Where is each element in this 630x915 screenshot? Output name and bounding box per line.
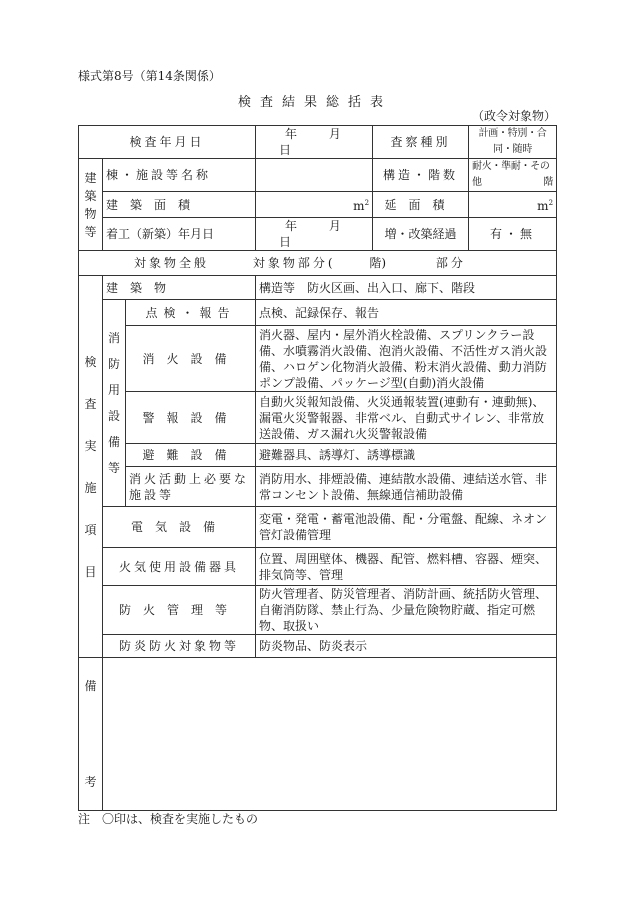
item-row — [79, 586, 557, 635]
scope-all[interactable]: 対象物全般 — [134, 256, 210, 270]
item-label: 火気使用設備器具 — [103, 548, 256, 586]
items-group-text: 検査実施項目 — [84, 354, 97, 579]
construction-day: 日 — [279, 235, 292, 249]
construction-date-label: 着工（新築）年月日 — [103, 218, 256, 251]
structure-label: 構造・階数 — [373, 159, 469, 192]
inspection-date-field[interactable] — [256, 126, 373, 159]
row-construction-date — [79, 218, 557, 251]
floor-area-unit: m — [537, 199, 549, 213]
inspection-date-label: 検査年月日 — [79, 126, 256, 159]
item-detail: 消防用水、排煙設備、連結散水設備、連結送水管、非常コンセント設備、無線通信補助設備 — [256, 467, 557, 507]
item-label: 防火管理等 — [103, 586, 256, 635]
item-label: 電気設備 — [103, 507, 256, 548]
item-label: 避難設備 — [126, 444, 256, 467]
item-row — [79, 392, 557, 444]
area-unit-sup: 2 — [364, 199, 370, 207]
item-detail: 変電・発電・蓄電池設備、配・分電盤、配線、ネオン管灯設備管理 — [256, 507, 557, 548]
renovation-label: 増・改築経過 — [373, 218, 469, 251]
item-label: 消火活動上必要な施設等 — [126, 467, 256, 507]
item-label: 防炎防火対象物等 — [103, 635, 256, 658]
footer-note: 注 〇印は、検査を実施したもの — [78, 812, 259, 826]
item-row — [79, 507, 557, 548]
row-building-area — [79, 192, 557, 218]
area-label: 建築面積 — [103, 192, 256, 218]
scope-floor: 階) — [369, 256, 387, 270]
scope-section: 部分 — [435, 256, 466, 270]
item-row — [79, 548, 557, 586]
construction-date-field[interactable] — [256, 218, 373, 251]
remarks-field[interactable] — [103, 658, 557, 811]
item-detail: 構造等 防火区画、出入口、廊下、階段 — [256, 276, 557, 300]
date-year: 年 — [285, 127, 298, 141]
construction-month: 月 — [328, 219, 341, 233]
row-building-name — [79, 159, 557, 192]
remarks-label — [79, 658, 103, 811]
area-unit: m — [353, 199, 365, 213]
inspection-type-options[interactable]: 計画・特別・合同・随時 — [469, 126, 557, 159]
building-name-label: 棟・施設等名称 — [103, 159, 256, 192]
item-label: 点検・報告 — [126, 300, 256, 326]
item-detail: 位置、周囲壁体、機器、配管、燃料槽、容器、煙突、排気筒等、管理 — [256, 548, 557, 586]
building-group-label — [79, 159, 103, 251]
item-detail: 避難器具、誘導灯、誘導標識 — [256, 444, 557, 467]
floor-area-field[interactable] — [469, 192, 557, 218]
fire-equipment-group-label — [103, 300, 126, 507]
floor-area-label: 延面積 — [373, 192, 469, 218]
page-title: 検査結果総括表 — [237, 95, 392, 110]
floor-area-unit-sup: 2 — [548, 199, 554, 207]
fire-equipment-text: 消防用設備等 — [108, 331, 121, 475]
renovation-options[interactable]: 有・無 — [469, 218, 557, 251]
form-number: 様式第8号（第14条関係） — [78, 69, 221, 83]
inspection-summary-table — [78, 125, 557, 811]
inspection-type-label: 査察種別 — [373, 126, 469, 159]
page-subtitle: （政令対象物） — [471, 109, 556, 123]
row-remarks — [79, 658, 557, 811]
structure-floor: 階 — [543, 177, 554, 188]
date-day: 日 — [279, 143, 292, 157]
structure-value: 耐火・準耐・その他 — [472, 161, 550, 188]
items-group-label — [79, 276, 103, 658]
remarks-label-bottom: 考 — [84, 775, 97, 789]
item-row — [79, 326, 557, 392]
item-label: 警報設備 — [126, 392, 256, 444]
item-detail: 防火管理者、防災管理者、消防計画、統括防火管理、自衛消防隊、禁止行為、少量危険物貯蔵、指定可燃物、取扱い — [256, 586, 557, 635]
construction-year: 年 — [285, 219, 298, 233]
item-label: 建築物 — [103, 276, 256, 300]
item-row — [79, 635, 557, 658]
scope-cell — [79, 251, 557, 276]
item-row — [79, 444, 557, 467]
row-scope — [79, 251, 557, 276]
item-row — [79, 300, 557, 326]
structure-options[interactable] — [469, 159, 557, 192]
building-name-field[interactable] — [256, 159, 373, 192]
row-inspection-date — [79, 126, 557, 159]
remarks-label-top: 備 — [84, 679, 97, 693]
area-field[interactable] — [256, 192, 373, 218]
building-label-text: 建築物等 — [84, 170, 97, 239]
scope-part[interactable]: 対象物部分( — [252, 256, 336, 270]
item-label: 消火設備 — [126, 326, 256, 392]
item-detail: 自動火災報知設備、火災通報装置(連動有・連動無)、漏電火災警報器、非常ベル、自動式サイレン、非常放送設備、ガス漏れ火災警報設備 — [256, 392, 557, 444]
item-detail: 点検、記録保存、報告 — [256, 300, 557, 326]
item-detail: 消火器、屋内・屋外消火栓設備、スプリンクラー設備、水噴霧消火設備、泡消火設備、不活性ガス消火設備、ハロゲン化物消火設備、粉末消火設備、動力消防ポンプ設備、パッケージ型(自動)消火設備 — [256, 326, 557, 392]
item-row — [79, 276, 557, 300]
item-detail: 防炎物品、防炎表示 — [256, 635, 557, 658]
item-row — [79, 467, 557, 507]
date-month: 月 — [328, 127, 341, 141]
